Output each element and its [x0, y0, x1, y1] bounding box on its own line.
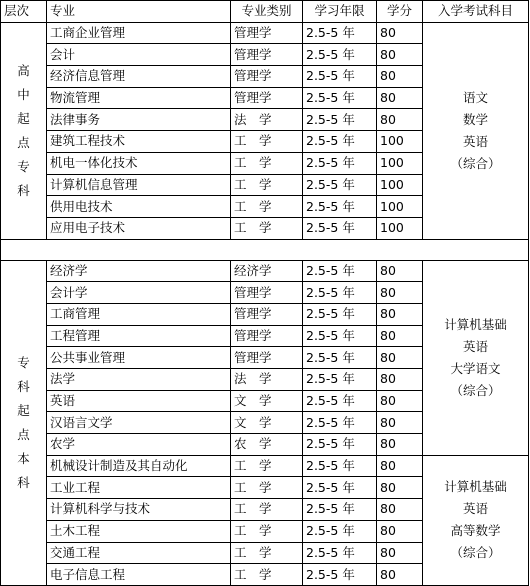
credits-cell: 100 [377, 131, 423, 153]
credits-cell: 80 [377, 282, 423, 304]
credits-cell: 80 [377, 66, 423, 88]
years-cell: 2.5-5 年 [303, 455, 377, 477]
credits-cell: 80 [377, 499, 423, 521]
years-cell: 2.5-5 年 [303, 109, 377, 131]
category-cell: 工 学 [231, 131, 303, 153]
years-cell: 2.5-5 年 [303, 44, 377, 66]
years-cell: 2.5-5 年 [303, 412, 377, 434]
credits-cell: 80 [377, 520, 423, 542]
category-cell: 管理学 [231, 347, 303, 369]
header-row [1, 1, 529, 23]
header-major: 专业 [47, 1, 231, 23]
exam-subject: （综合） [450, 545, 501, 561]
category-cell: 文 学 [231, 390, 303, 412]
exam-subject: （综合） [450, 382, 501, 398]
years-cell: 2.5-5 年 [303, 87, 377, 109]
exam-subject: （综合） [450, 155, 501, 171]
years-cell: 2.5-5 年 [303, 66, 377, 88]
credits-cell: 80 [377, 477, 423, 499]
major-cell: 电子信息工程 [47, 564, 231, 586]
major-cell: 英语 [47, 390, 231, 412]
credits-cell: 80 [377, 369, 423, 391]
major-cell: 农学 [47, 434, 231, 456]
category-cell: 管理学 [231, 87, 303, 109]
category-cell: 文 学 [231, 412, 303, 434]
major-cell: 建筑工程技术 [47, 131, 231, 153]
credits-cell: 100 [377, 217, 423, 239]
exam-subject: 英语 [462, 133, 488, 149]
category-cell: 管理学 [231, 303, 303, 325]
years-cell: 2.5-5 年 [303, 217, 377, 239]
category-cell: 经济学 [231, 260, 303, 282]
years-cell: 2.5-5 年 [303, 369, 377, 391]
major-cell: 计算机信息管理 [47, 174, 231, 196]
header-credits: 学分 [377, 1, 423, 23]
years-cell: 2.5-5 年 [303, 282, 377, 304]
section-spacer-row [1, 239, 529, 260]
level-char: 科 [17, 182, 30, 198]
table-body [1, 1, 529, 586]
major-cell: 公共事业管理 [47, 347, 231, 369]
exam-subject: 大学语文 [450, 360, 501, 376]
major-cell: 法律事务 [47, 109, 231, 131]
years-cell: 2.5-5 年 [303, 131, 377, 153]
years-cell: 2.5-5 年 [303, 325, 377, 347]
level-char: 起 [17, 110, 30, 126]
years-cell: 2.5-5 年 [303, 564, 377, 586]
category-cell: 工 学 [231, 477, 303, 499]
credits-cell: 80 [377, 325, 423, 347]
table-row [1, 260, 529, 282]
level-char: 专 [17, 354, 30, 370]
table-row [1, 455, 529, 477]
exam-subjects-cell [423, 260, 529, 455]
category-cell: 法 学 [231, 109, 303, 131]
years-cell: 2.5-5 年 [303, 477, 377, 499]
major-cell: 会计 [47, 44, 231, 66]
major-cell: 交通工程 [47, 542, 231, 564]
level-char: 中 [17, 86, 30, 102]
credits-cell: 80 [377, 564, 423, 586]
exam-subject: 计算机基础 [444, 316, 507, 332]
major-cell: 物流管理 [47, 87, 231, 109]
major-cell: 工商管理 [47, 303, 231, 325]
major-cell: 经济学 [47, 260, 231, 282]
credits-cell: 80 [377, 22, 423, 44]
level-char: 高 [17, 62, 30, 78]
exam-subjects-cell [423, 455, 529, 585]
major-cell: 计算机科学与技术 [47, 499, 231, 521]
credits-cell: 100 [377, 152, 423, 174]
credits-cell: 80 [377, 347, 423, 369]
level-char: 专 [17, 158, 30, 174]
exam-subject: 数学 [462, 111, 488, 127]
credits-cell: 80 [377, 260, 423, 282]
level-char: 起 [17, 402, 30, 418]
years-cell: 2.5-5 年 [303, 174, 377, 196]
category-cell: 管理学 [231, 282, 303, 304]
years-cell: 2.5-5 年 [303, 152, 377, 174]
category-cell: 工 学 [231, 564, 303, 586]
category-cell: 工 学 [231, 217, 303, 239]
exam-subject: 计算机基础 [444, 479, 507, 495]
credits-cell: 100 [377, 196, 423, 218]
category-cell: 工 学 [231, 455, 303, 477]
years-cell: 2.5-5 年 [303, 347, 377, 369]
years-cell: 2.5-5 年 [303, 499, 377, 521]
credits-cell: 80 [377, 390, 423, 412]
header-category: 专业类别 [231, 1, 303, 23]
major-cell: 会计学 [47, 282, 231, 304]
exam-subject: 英语 [462, 501, 488, 517]
table-row [1, 22, 529, 44]
category-cell: 农 学 [231, 434, 303, 456]
level-char: 科 [17, 474, 30, 490]
header-exam-subjects: 入学考试科目 [423, 1, 529, 23]
category-cell: 工 学 [231, 542, 303, 564]
level-char: 点 [17, 134, 30, 150]
major-cell: 供用电技术 [47, 196, 231, 218]
exam-subject: 高等数学 [450, 523, 501, 539]
credits-cell: 80 [377, 455, 423, 477]
years-cell: 2.5-5 年 [303, 22, 377, 44]
category-cell: 管理学 [231, 44, 303, 66]
category-cell: 工 学 [231, 499, 303, 521]
major-cell: 应用电子技术 [47, 217, 231, 239]
credits-cell: 80 [377, 542, 423, 564]
credits-cell: 100 [377, 174, 423, 196]
credits-cell: 80 [377, 44, 423, 66]
header-years: 学习年限 [303, 1, 377, 23]
credits-cell: 80 [377, 434, 423, 456]
spacer-cell [1, 239, 529, 260]
credits-cell: 80 [377, 303, 423, 325]
years-cell: 2.5-5 年 [303, 260, 377, 282]
major-cell: 汉语言文学 [47, 412, 231, 434]
category-cell: 管理学 [231, 325, 303, 347]
category-cell: 工 学 [231, 196, 303, 218]
major-cell: 工业工程 [47, 477, 231, 499]
major-cell: 经济信息管理 [47, 66, 231, 88]
exam-subject: 语文 [462, 89, 488, 105]
years-cell: 2.5-5 年 [303, 434, 377, 456]
category-cell: 工 学 [231, 520, 303, 542]
category-cell: 工 学 [231, 152, 303, 174]
category-cell: 管理学 [231, 22, 303, 44]
years-cell: 2.5-5 年 [303, 542, 377, 564]
major-cell: 法学 [47, 369, 231, 391]
years-cell: 2.5-5 年 [303, 196, 377, 218]
major-cell: 土木工程 [47, 520, 231, 542]
category-cell: 管理学 [231, 66, 303, 88]
level-cell [1, 260, 47, 585]
major-cell: 工程管理 [47, 325, 231, 347]
level-cell [1, 22, 47, 239]
major-cell: 机械设计制造及其自动化 [47, 455, 231, 477]
credits-cell: 80 [377, 412, 423, 434]
credits-cell: 80 [377, 109, 423, 131]
major-cell: 工商企业管理 [47, 22, 231, 44]
category-cell: 工 学 [231, 174, 303, 196]
header-level: 层次 [1, 1, 47, 23]
years-cell: 2.5-5 年 [303, 390, 377, 412]
category-cell: 法 学 [231, 369, 303, 391]
level-char: 科 [17, 378, 30, 394]
exam-subject: 英语 [462, 338, 488, 354]
years-cell: 2.5-5 年 [303, 520, 377, 542]
level-char: 本 [17, 450, 30, 466]
credits-cell: 80 [377, 87, 423, 109]
major-cell: 机电一体化技术 [47, 152, 231, 174]
years-cell: 2.5-5 年 [303, 303, 377, 325]
level-char: 点 [17, 426, 30, 442]
exam-subjects-cell [423, 22, 529, 239]
